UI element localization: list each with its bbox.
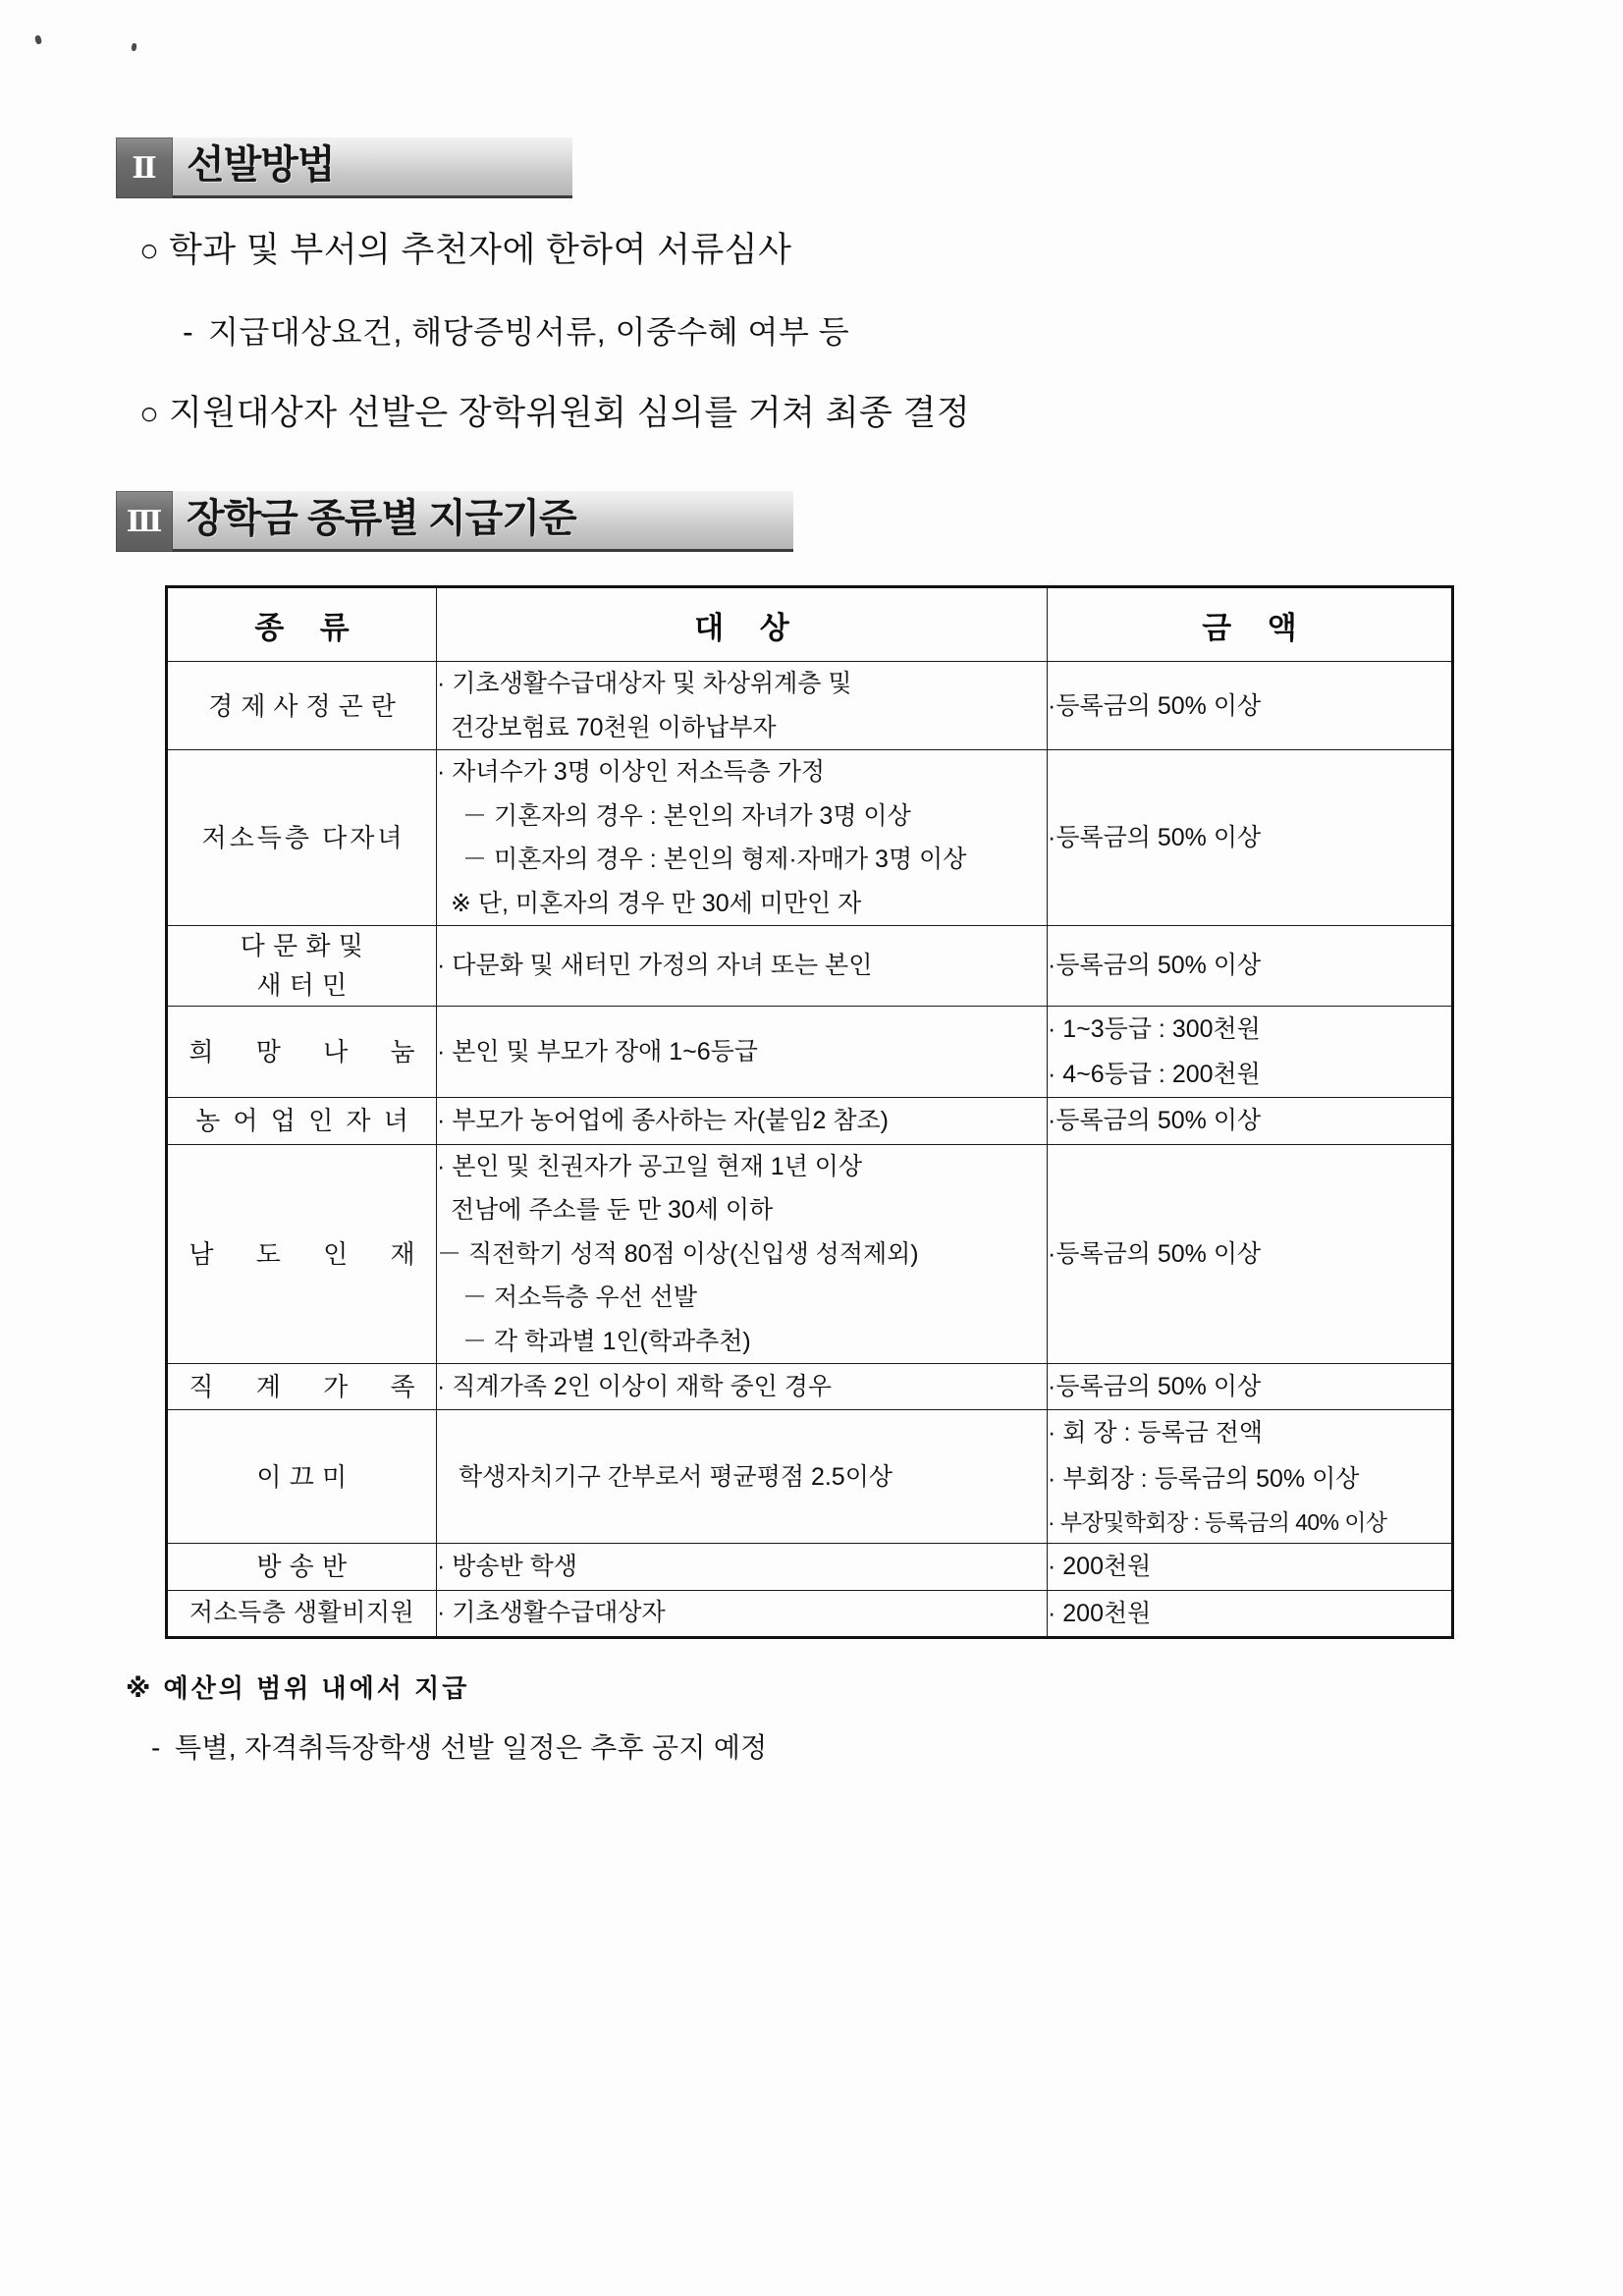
amount-line: · 회 장 : 등록금 전액 [1048,1419,1264,1448]
cell-amount [1048,662,1453,750]
cell-type [167,1006,437,1098]
target-line: － 직전학기 성적 80점 이상(신입생 성적제외) [437,1239,919,1268]
scholarship-criteria-table [165,585,1454,1639]
type-line: 직 계 가 족 [189,1372,433,1401]
cell-amount [1048,1410,1453,1544]
type-line: 농 어 업 인 자 녀 [195,1106,411,1136]
type-line: 저소득층 다자녀 [201,823,406,853]
amount-line: ·등록금의 50% 이상 [1048,691,1262,720]
type-line: 희 망 나 눔 [189,1036,433,1066]
bullet-text: 지급대상요건, 해당증빙서류, 이중수혜 여부 등 [208,313,850,350]
cell-target [437,1098,1048,1144]
target-line: 건강보험료 70천원 이하납부자 [451,713,777,741]
scholarship-table-wrapper [165,585,1451,1639]
section-numeral-3: Ⅲ [116,491,173,552]
bullet-text: 학과 및 부서의 추천자에 한하여 서류심사 [169,231,792,269]
type-line: 저소득층 생활비지원 [189,1599,415,1627]
cell-type [167,926,437,1007]
column-header-target: 대 상 [437,587,1048,662]
bullet-item [139,232,1623,270]
table-row [167,1410,1453,1544]
amount-line: · 200천원 [1048,1599,1152,1627]
type-line: 다 문 화 및 [240,931,364,961]
target-line: · 본인 및 친권자가 공고일 현재 1년 이상 [437,1152,863,1180]
table-row [167,1006,1453,1098]
type-line: 새 터 민 [256,970,348,1001]
table-row [167,1544,1453,1590]
target-line: 학생자치기구 간부로서 평균평점 2.5이상 [459,1462,893,1491]
target-line: · 부모가 농어업에 종사하는 자(붙임2 참조) [437,1107,890,1135]
bullet-item [183,315,1623,350]
cell-amount [1048,1364,1453,1410]
cell-amount [1048,1590,1453,1637]
target-line: · 다문화 및 새터민 가정의 자녀 또는 본인 [437,952,873,980]
cell-target [437,1006,1048,1098]
table-row [167,750,1453,926]
amount-line: ·등록금의 50% 이상 [1048,1107,1262,1135]
target-line: ※ 단, 미혼자의 경우 만 30세 미만인 자 [451,889,862,917]
cell-type [167,662,437,750]
target-line: · 기초생활수급대상자 및 차상위계층 및 [437,670,852,698]
cell-type [167,1590,437,1637]
cell-type [167,1544,437,1590]
amount-line: · 1~3등급 : 300천원 [1048,1014,1261,1043]
bullet-circle-icon: ○ [139,394,160,431]
column-header-amount: 금 액 [1048,587,1453,662]
bullet-item [139,395,1623,433]
bullet-circle-icon: ○ [139,232,160,268]
table-header-row [167,587,1453,662]
target-line: · 방송반 학생 [437,1553,577,1581]
cell-type [167,1410,437,1544]
cell-type [167,1144,437,1364]
target-line: － 각 학과별 1인(학과추천) [462,1327,751,1355]
type-line: 이 끄 미 [256,1461,348,1492]
cell-target [437,750,1048,926]
section-heading-2 [116,137,572,198]
target-line: · 본인 및 부모가 장애 1~6등급 [437,1037,758,1066]
cell-amount [1048,1544,1453,1590]
target-line: － 미혼자의 경우 : 본인의 형제·자매가 3명 이상 [462,846,967,874]
amount-line: · 4~6등급 : 200천원 [1048,1061,1261,1089]
cell-target [437,1144,1048,1364]
amount-line: ·등록금의 50% 이상 [1048,1373,1262,1401]
cell-amount [1048,750,1453,926]
bullet-dash-icon: - [183,313,194,350]
bullet-dash-icon: - [151,1731,161,1763]
cell-type [167,750,437,926]
table-row [167,1098,1453,1144]
cell-target [437,926,1048,1007]
type-line: 남 도 인 재 [189,1238,433,1269]
footnote-text: 특별, 자격취득장학생 선발 일정은 추후 공지 예정 [175,1731,768,1763]
table-row [167,1590,1453,1637]
cell-target [437,1410,1048,1544]
amount-line: ·등록금의 50% 이상 [1048,952,1262,980]
section-title-2: 선발방법 [187,142,335,187]
type-line: 경제사정곤란 [208,690,404,721]
footnote-item [151,1726,1623,1766]
target-line: · 자녀수가 3명 이상인 저소득층 가정 [437,758,826,787]
cell-amount [1048,1144,1453,1364]
cell-type [167,1364,437,1410]
reference-mark-icon: ※ [126,1672,154,1703]
section-title-box-2 [173,137,572,198]
target-line: － 기혼자의 경우 : 본인의 자녀가 3명 이상 [462,801,911,830]
cell-amount [1048,1098,1453,1144]
section-title-box-3 [173,491,793,552]
amount-line: · 부회장 : 등록금의 50% 이상 [1048,1464,1360,1493]
cell-amount [1048,926,1453,1007]
cell-amount [1048,1006,1453,1098]
table-row [167,926,1453,1007]
amount-line: ·등록금의 50% 이상 [1048,1239,1262,1268]
table-row [167,1144,1453,1364]
footnote-item [126,1668,1623,1705]
section-2-bullets [0,232,1623,432]
footnotes [126,1668,1623,1766]
amount-line: ·등록금의 50% 이상 [1048,824,1262,852]
footnote-text: 예산의 범위 내에서 지급 [163,1672,470,1703]
column-header-type: 종 류 [167,587,437,662]
amount-line: · 부장및학회장 : 등록금의 40% 이상 [1048,1508,1387,1535]
section-numeral-2: Ⅱ [116,137,173,198]
section-heading-3 [116,491,793,552]
section-title-3: 장학금 종류별 지급기준 [187,496,576,540]
target-line: · 기초생활수급대상자 [437,1599,666,1627]
cell-target [437,1544,1048,1590]
target-line: 전남에 주소를 둔 만 30세 이하 [451,1196,774,1225]
amount-line: · 200천원 [1048,1553,1152,1581]
target-line: · 직계가족 2인 이상이 재학 중인 경우 [437,1372,833,1400]
cell-target [437,662,1048,750]
cell-target [437,1590,1048,1637]
cell-type [167,1098,437,1144]
cell-target [437,1364,1048,1410]
table-row [167,1364,1453,1410]
target-line: － 저소득층 우선 선발 [462,1284,698,1312]
table-row [167,662,1453,750]
bullet-text: 지원대상자 선발은 장학위원회 심의를 거쳐 최종 결정 [169,393,971,432]
type-line: 방 송 반 [256,1552,348,1582]
